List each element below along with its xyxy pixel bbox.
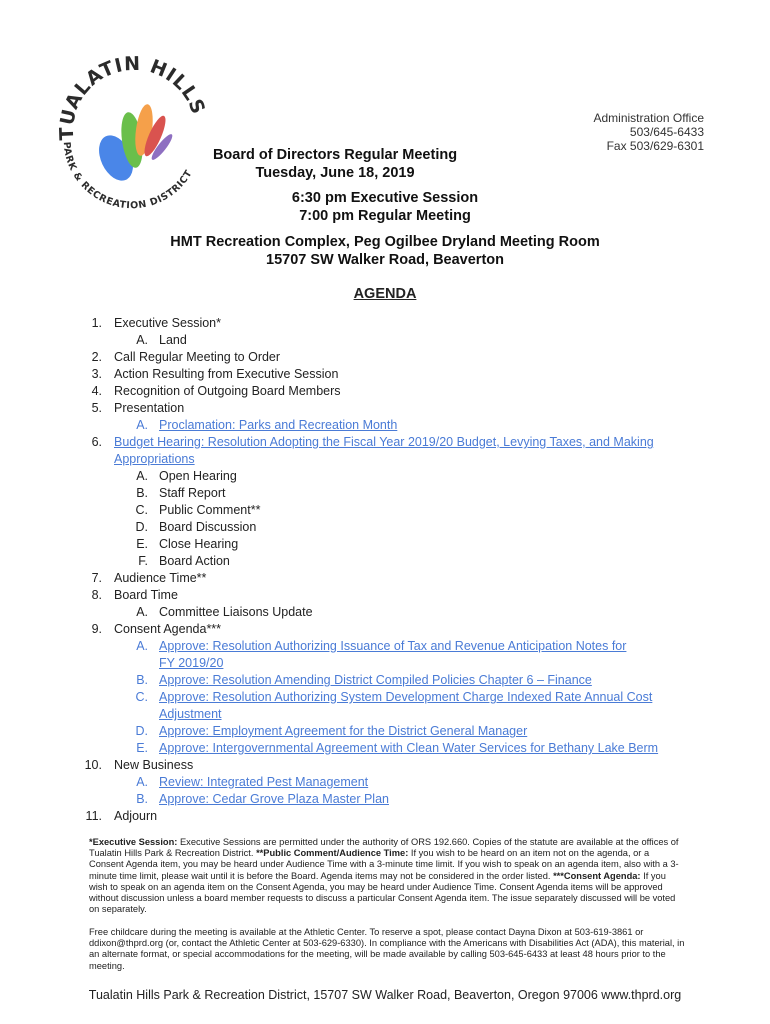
item-letter: A. bbox=[136, 775, 148, 789]
item-text: Open Hearing bbox=[159, 469, 237, 483]
item-text: Land bbox=[159, 333, 187, 347]
tax-revenue-notes-link-continued[interactable]: FY 2019/20 bbox=[159, 656, 224, 670]
item-number: 7. bbox=[91, 571, 102, 585]
item-letter: A. bbox=[136, 469, 148, 483]
cedar-grove-link[interactable]: Approve: Cedar Grove Plaza Master Plan bbox=[159, 792, 389, 806]
agenda-footnotes bbox=[89, 837, 685, 915]
executive-session-time: 6:30 pm Executive Session bbox=[291, 190, 479, 206]
office-name: Administration Office bbox=[593, 111, 704, 125]
intergovernmental-agreement-link[interactable]: Approve: Intergovernmental Agreement with Clean Water Services for Bethany Lake Berm bbox=[159, 741, 659, 755]
item-text: Recognition of Outgoing Board Members bbox=[114, 384, 341, 398]
item-text: Consent Agenda*** bbox=[114, 622, 222, 636]
item-text: Board Time bbox=[114, 588, 178, 602]
item-number: 2. bbox=[91, 350, 102, 364]
item-text: Public Comment** bbox=[159, 503, 261, 517]
consent-note-label: ***Consent Agenda: bbox=[553, 870, 641, 881]
item-letter: A. bbox=[136, 333, 148, 347]
item-letter: A. bbox=[136, 418, 148, 432]
item-number: 6. bbox=[91, 435, 102, 449]
item-number: 10. bbox=[84, 758, 102, 772]
item-letter: A. bbox=[136, 639, 148, 653]
item-text: Adjourn bbox=[114, 809, 158, 823]
public-note-label: **Public Comment/Audience Time: bbox=[256, 848, 409, 859]
item-letter: C. bbox=[135, 690, 148, 704]
office-phone: 503/645-6433 bbox=[629, 125, 704, 139]
item-number: 3. bbox=[91, 367, 102, 381]
childcare-notice: Free childcare during the meeting is available at the Athletic Center. To reserve a spot, please contact Dayna Dixon at 503-619-3861 or ddixon@thprd.org (or, contact the Athletic Center at 503-629-6330). In compliance with the Americans with Disabilities Act (ADA), this material, in an alternate format, or special accommodations for the meeting, will be made available by calling 503-645-6433 at least 48 hours prior to the meeting. bbox=[89, 927, 685, 971]
item-letter: E. bbox=[136, 741, 148, 755]
item-text: Board Discussion bbox=[159, 520, 257, 534]
meeting-date: Tuesday, June 18, 2019 bbox=[255, 165, 415, 181]
meeting-location: HMT Recreation Complex, Peg Ogilbee Dryland Meeting Room bbox=[170, 234, 600, 250]
item-number: 9. bbox=[91, 622, 102, 636]
item-text: Audience Time** bbox=[114, 571, 207, 585]
logo-graphic bbox=[52, 50, 212, 210]
item-text: Action Resulting from Executive Session bbox=[114, 367, 339, 381]
item-text: Close Hearing bbox=[159, 537, 239, 551]
item-letter: D. bbox=[135, 520, 148, 534]
consent-note-text: If you wish to speak on an agenda item on the Consent Agenda, you may be heard under Audience Time. Consent Agenda items will be approved without discussion unless a board member requests to discuss a particular Consent Agenda item. The issue separately discussed will be voted on separately. bbox=[89, 870, 676, 915]
item-letter: A. bbox=[136, 605, 148, 619]
tax-revenue-notes-link[interactable]: Approve: Resolution Authorizing Issuance of Tax and Revenue Anticipation Notes for bbox=[159, 639, 627, 653]
item-text: Executive Session* bbox=[114, 316, 222, 330]
logo-org-top: TUALATIN HILLS bbox=[55, 52, 210, 141]
item-text: Presentation bbox=[114, 401, 185, 415]
item-letter: B. bbox=[136, 486, 148, 500]
item-text: Call Regular Meeting to Order bbox=[114, 350, 281, 364]
budget-hearing-link[interactable]: Budget Hearing: Resolution Adopting the Fiscal Year 2019/20 Budget, Levying Taxes, and Making bbox=[114, 435, 654, 449]
item-letter: D. bbox=[135, 724, 148, 738]
pest-management-link[interactable]: Review: Integrated Pest Management bbox=[159, 775, 369, 789]
item-letter: E. bbox=[136, 537, 148, 551]
policies-chapter-6-link[interactable]: Approve: Resolution Amending District Compiled Policies Chapter 6 – Finance bbox=[159, 673, 592, 687]
page-footer: Tualatin Hills Park & Recreation District, 15707 SW Walker Road, Beaverton, Oregon 97006 www.thprd.org bbox=[88, 988, 682, 1002]
budget-hearing-link-continued[interactable]: Appropriations bbox=[114, 452, 195, 466]
public-note-text: If you wish to be heard on an item not on the agenda, or a Consent Agenda item, you may be heard under Audience Time with a 3-minute time limit. If you wish to speak on an agenda item, also with a 3-minute time limit, please wait until it is before the Board. Agenda items may not be considered in the order listed. bbox=[89, 848, 679, 881]
item-number: 11. bbox=[85, 809, 102, 823]
item-letter: C. bbox=[135, 503, 148, 517]
exec-note-text: Executive Sessions are permitted under the authority of ORS 192.660. Copies of the statute are available at the offices of Tualatin Hills Park & Recreation District. bbox=[89, 837, 679, 859]
item-letter: B. bbox=[136, 792, 148, 806]
item-number: 4. bbox=[91, 384, 102, 398]
meeting-address: 15707 SW Walker Road, Beaverton bbox=[266, 252, 504, 268]
logo-org-bottom: PARK & RECREATION DISTRICT bbox=[60, 141, 195, 210]
item-number: 5. bbox=[91, 401, 102, 415]
exec-note-label: *Executive Session: bbox=[89, 837, 178, 847]
meeting-title: Board of Directors Regular Meeting bbox=[212, 147, 458, 163]
item-text: Committee Liaisons Update bbox=[159, 605, 313, 619]
item-letter: F. bbox=[138, 554, 148, 568]
district-logo bbox=[52, 50, 212, 210]
item-text: Board Action bbox=[159, 554, 230, 568]
agenda-title: AGENDA bbox=[353, 286, 417, 302]
employment-agreement-link[interactable]: Approve: Employment Agreement for the District General Manager bbox=[159, 724, 528, 738]
item-letter: B. bbox=[136, 673, 148, 687]
item-number: 8. bbox=[91, 588, 102, 602]
item-number: 1. bbox=[91, 316, 102, 330]
regular-meeting-time: 7:00 pm Regular Meeting bbox=[299, 208, 471, 224]
sdc-indexed-rate-link[interactable]: Approve: Resolution Authorizing System Development Charge Indexed Rate Annual Cost bbox=[159, 690, 653, 704]
proclamation-link[interactable]: Proclamation: Parks and Recreation Month bbox=[159, 418, 398, 432]
office-fax: Fax 503/629-6301 bbox=[606, 139, 704, 153]
item-text: New Business bbox=[114, 758, 194, 772]
sdc-indexed-rate-link-continued[interactable]: Adjustment bbox=[159, 707, 222, 721]
item-text: Staff Report bbox=[159, 486, 226, 500]
